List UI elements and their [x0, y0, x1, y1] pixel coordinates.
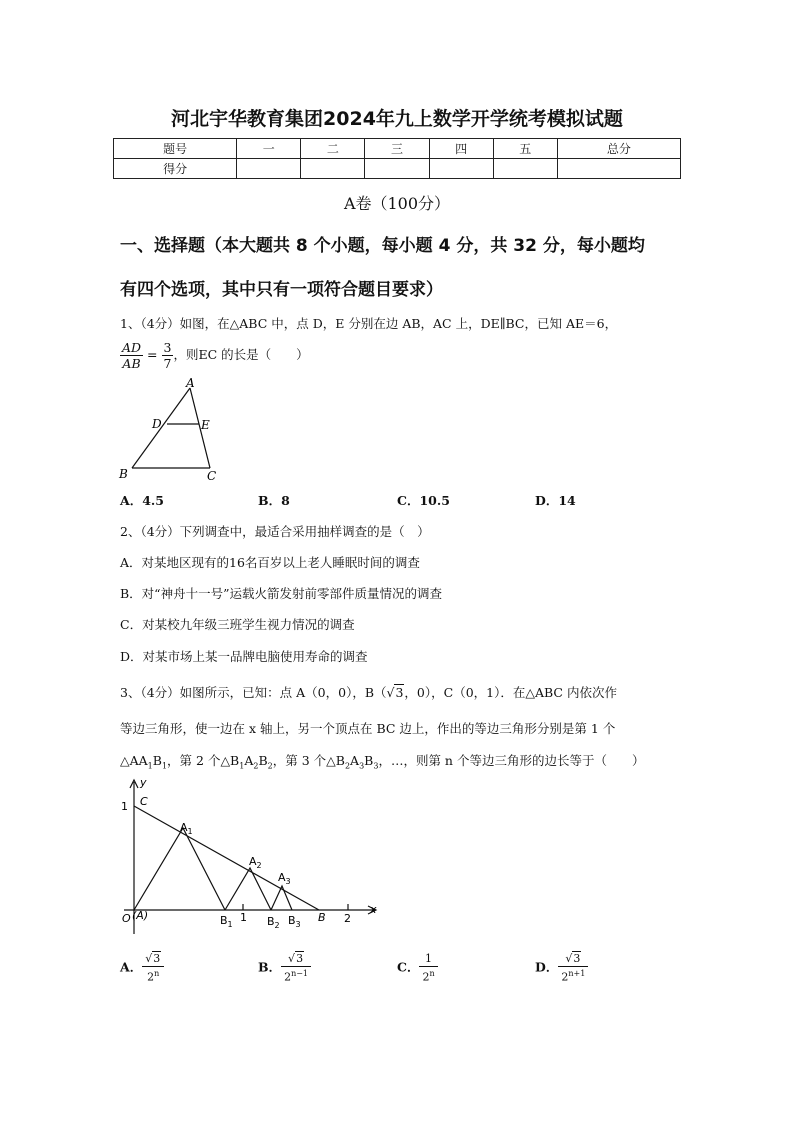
table-cell: 一	[237, 139, 301, 159]
point-label-b3: $B_3$	[288, 914, 301, 929]
vertex-label-d: D	[152, 417, 162, 431]
table-cell	[237, 159, 301, 179]
table-cell: 五	[493, 139, 557, 159]
point-label-a: (A)	[132, 909, 149, 922]
question-3-line3: $\triangle AA_1B_1$，第 2 个$\triangle B_1A_2B_2$，第 3 个$\triangle B_2A_3B_3$，…，则第 n 个等边三角形的边长等于（ ）	[120, 753, 645, 771]
ratio-fraction: $\frac{AD}{AB}$	[122, 340, 142, 371]
table-cell: 题号	[114, 139, 237, 159]
q3-option-d[interactable]: D． $\frac{√3}{2^{n+1}}$	[535, 951, 588, 985]
triangles-figure	[110, 776, 390, 936]
table-cell	[493, 159, 557, 179]
question-1-ratio: $\frac{AD}{AB}$ = $\frac{3}{7}$ ，则EC 的长是（ ）	[122, 340, 309, 371]
q2-option-d[interactable]: D．对某市场上某一品牌电脑使用寿命的调查	[120, 649, 368, 664]
vertex-label-c: C	[207, 469, 217, 483]
point-label-a1: $A_1$	[180, 821, 193, 836]
point-label-c: C	[140, 795, 148, 808]
point-label-o: O	[122, 912, 131, 925]
q2-option-b[interactable]: B．对“神舟十一号”运载火箭发射前零部件质量情况的调查	[120, 586, 442, 601]
q1-option-d[interactable]: D．14	[535, 493, 576, 508]
point-label-b1: $B_1$	[220, 914, 233, 929]
q3-option-a[interactable]: A． $\frac{√3}{2^n}$	[120, 951, 164, 985]
question-2-text: 2、（4分）下列调查中，最适合采用抽样调查的是（ ）	[120, 524, 430, 539]
vertex-label-a: A	[186, 378, 195, 390]
section-heading: A卷（100分）	[343, 194, 451, 213]
table-cell	[429, 159, 493, 179]
vertex-label-b: B	[119, 467, 128, 481]
value-fraction: $\frac{3}{7}$	[163, 340, 172, 371]
score-table-header-row	[114, 139, 681, 159]
axis-label-y: y	[140, 776, 147, 789]
part-heading-line2: 有四个选项，其中只有一项符合题目要求）	[120, 280, 443, 300]
table-cell: 四	[429, 139, 493, 159]
table-cell: 三	[365, 139, 429, 159]
table-cell	[365, 159, 429, 179]
question-3-line1: 3、（4分）如图所示，已知：点 A（0，0），B（√3，0），C（0，1）．在△ABC 内依次作	[120, 685, 617, 700]
q3-option-b[interactable]: B． $\frac{√3}{2^{n-1}}$	[258, 951, 311, 985]
table-cell	[557, 159, 680, 179]
table-cell	[301, 159, 365, 179]
question-3-line2: 等边三角形，使一边在 x 轴上，另一个顶点在 BC 边上，作出的等边三角形分别是第 1 个	[120, 721, 616, 736]
q3-option-c[interactable]: C． $\frac{1}{2^n}$	[397, 951, 438, 985]
q1-option-a[interactable]: A．4.5	[120, 493, 164, 508]
vertex-label-e: E	[201, 418, 210, 432]
tick-label-y-1: 1	[121, 800, 128, 813]
tick-label-x-1: 1	[240, 911, 247, 924]
triangle-figure	[112, 378, 232, 488]
q1-option-b[interactable]: B．8	[258, 493, 290, 508]
point-label-b: B	[318, 911, 326, 924]
point-label-a2: $A_2$	[249, 855, 262, 870]
point-label-a3: $A_3$	[278, 871, 291, 886]
q2-option-c[interactable]: C．对某校九年级三班学生视力情况的调查	[120, 617, 355, 632]
part-heading-line1: 一、选择题（本大题共 8 个小题，每小题 4 分，共 32 分，每小题均	[120, 236, 645, 256]
axis-label-x: x	[370, 903, 377, 916]
table-cell: 得分	[114, 159, 237, 179]
q2-option-a[interactable]: A．对某地区现有的16名百岁以上老人睡眠时间的调查	[120, 555, 420, 570]
q1-option-c[interactable]: C．10.5	[397, 493, 450, 508]
score-table-score-row	[114, 159, 681, 179]
tick-label-x-2: 2	[344, 912, 351, 925]
page-title: 河北宇华教育集团2024年九上数学开学统考模拟试题	[171, 108, 623, 130]
question-1-text: 1、（4分）如图，在△ABC 中，点 D，E 分别在边 AB，AC 上，DE∥BC，已知 AE＝6，	[120, 316, 618, 331]
table-cell: 总分	[557, 139, 680, 159]
point-label-b2: $B_2$	[267, 915, 280, 930]
score-table	[113, 138, 681, 179]
table-cell: 二	[301, 139, 365, 159]
